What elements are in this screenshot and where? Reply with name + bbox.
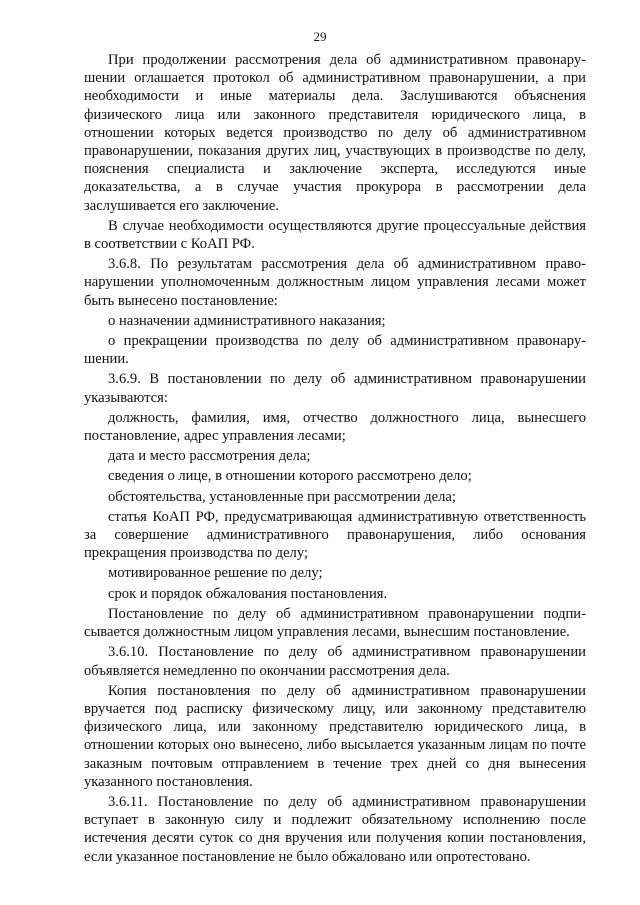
- list-item: срок и порядок обжалования постановления.: [108, 585, 388, 602]
- section-3-6-8: 3.6.8. По результатам рассмотрения дела об административном правонарушении уполномоченным должностным лицом управления лесами может быть вынесено постановление:: [84, 256, 586, 309]
- paragraph: При продолжении рассмотрения дела об административном правонарушении оглашается протокол об административном правонарушении, а при необходимости и иные материалы дела. Заслушиваются объяснения физического лица или законного представителя юридического лица, в отношении которых ведется производство по делу об административном правонарушении, показания других лиц, участвующих в производстве по делу, пояснения специалиста и заключение эксперта, исследуются иные доказательства, а в случае участия прокурора в рассмотрении дела заслушивается его заключение.: [84, 52, 586, 214]
- list-item: дата и место рассмотрения дела;: [108, 448, 311, 465]
- list-item: должность, фамилия, имя, отчество должностного лица, вынесшего постановление, адрес управления лесами;: [84, 409, 586, 445]
- section-3-6-10: 3.6.10. Постановление по делу об административном правонарушении объявляется немедленно по окончании рассмотрения дела.: [84, 644, 586, 679]
- list-item: мотивированное решение по делу;: [108, 565, 323, 582]
- document-body: [84, 51, 586, 866]
- list-item: о прекращении производства по делу об административном правонарушении.: [84, 333, 586, 368]
- section-3-6-11: 3.6.11. Постановление по делу об административном правонарушении вступает в законную силу и подлежит обязательному исполнению после истечения десяти суток со дня вручения или получения копии постановления, если указанное постановление не было обжаловано или опротестовано.: [84, 793, 586, 865]
- section-3-6-9: 3.6.9. В постановлении по делу об административном правонарушении указываются:: [84, 371, 586, 406]
- paragraph: В случае необходимости осуществляются другие процессуальные действия в соответствии с КоАП РФ.: [84, 217, 586, 253]
- list-item: сведения о лице, в отношении которого рассмотрено дело;: [108, 468, 472, 485]
- list-item: обстоятельства, установленные при рассмотрении дела;: [108, 488, 456, 505]
- paragraph: Постановление по делу об административном правонарушении подписывается должностным лицом управления лесами, вынесшим постановление.: [84, 605, 586, 641]
- list-item: статья КоАП РФ, предусматривающая административную ответственность за совершение административного правонарушения, либо основания прекращения производства по делу;: [84, 508, 586, 562]
- list-item: о назначении административного наказания;: [108, 312, 386, 329]
- page-number: 29: [313, 29, 327, 44]
- paragraph: Копия постановления по делу об административном правонарушении вручается под расписку физическому лицу, или законному представителю физического лица, или законному представителю юридического лица, в отношении которых оно вынесено, либо высылается указанным лицам по почте заказным почтовым отправлением в течение трех дней со дня вынесения указанного постановления.: [84, 682, 586, 790]
